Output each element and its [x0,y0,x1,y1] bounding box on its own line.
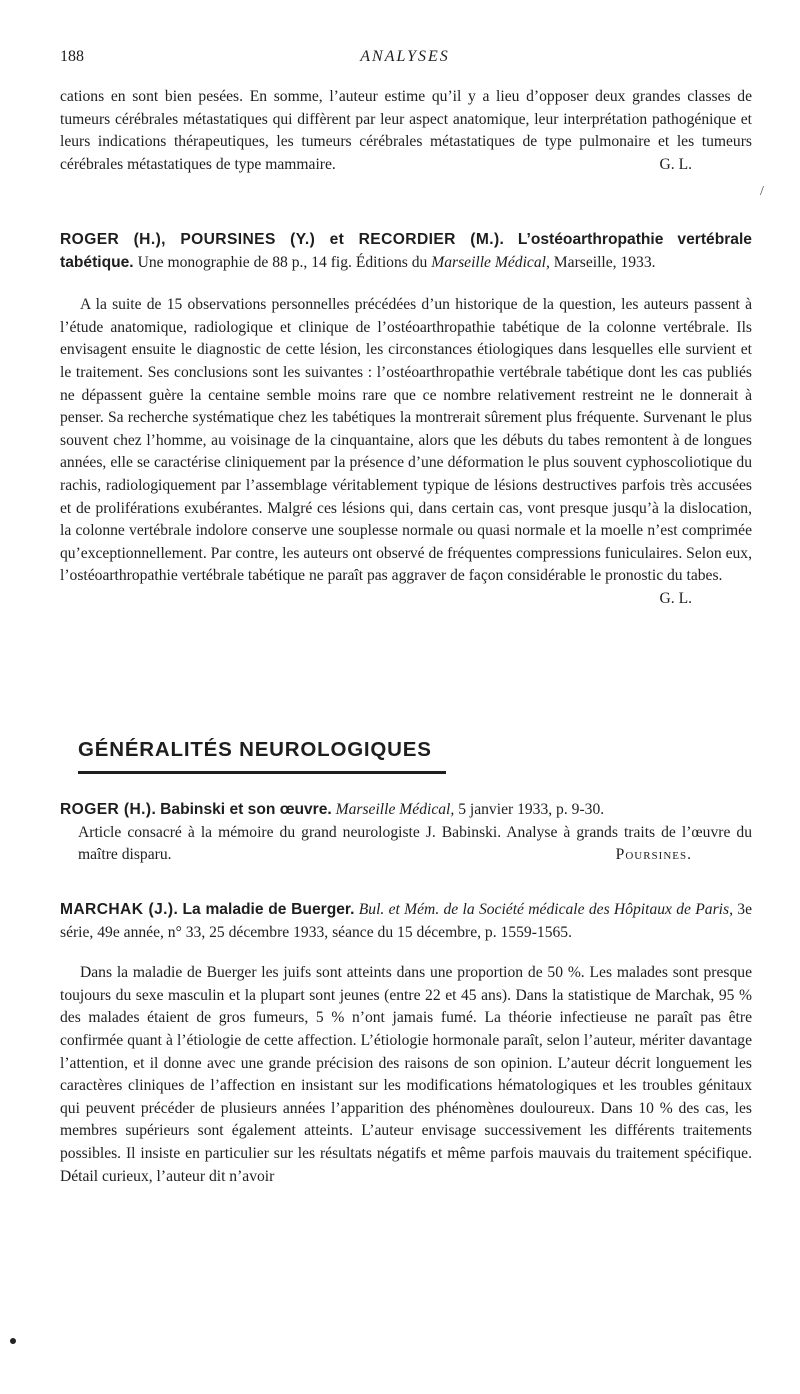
review-3-citation [60,899,752,944]
review-2-citation [60,799,752,822]
intro-block [60,86,752,176]
review-3-title: La maladie de Buerger. [182,901,355,918]
review-1-journal: Marseille Médical, [431,253,550,271]
review-1-details-post: Marseille, 1933. [553,253,656,271]
intro-signature: G. L. [659,155,692,173]
review-2-details-post: 5 janvier 1933, p. 9-30. [458,801,605,818]
running-head [60,48,750,72]
review-2-body: Article consacré à la mémoire du grand neurologiste J. Babinski. Analyse à grands traits de l’œuvre du maître disparu. [78,823,752,864]
review-3-journal: Bul. et Mém. de la Société médicale des Hôpitaux de Paris, [358,901,733,918]
review-3-body: Dans la maladie de Buerger les juifs sont atteints dans une proportion de 50 %. Les malades sont presque toujours du sexe masculin et la plupart sont jeunes (entre 22 et 45 ans). Dans la statistique de Marchak, 95 % des malades étaient de gros fumeurs, 5 % n’ont jamais fumé. La théorie infectieuse ne paraît pas être confirmée quant à l’étiologie de cette affection. L’étiologie hormonale paraît, selon l’auteur, mériter davantage l’attention, et il donne avec une grande précision des raisons de son opinion. L’auteur décrit longuement les caractères cliniques de l’affection en insistant sur les modifications hématologiques et les troubles génitaux qui peuvent précéder de plusieurs années l’apparition des phénomènes douloureux. Dans 10 % des cas, les membres supérieurs sont également atteints. L’auteur envisage successivement les différents traitements possibles. Il insiste en particulier sur les résultats négatifs et même parfois mauvais du traitement spécifique. Détail curieux, l’auteur dit n’avoir [60,964,752,1185]
review-1 [60,229,752,611]
review-2-authors: ROGER (H.). [60,801,157,818]
section-underline [78,771,446,774]
section-heading: GÉNÉRALITÉS NEUROLOGIQUES [78,738,432,761]
review-1-body-paragraph [60,294,752,607]
intro-text: cations en sont bien pesées. En somme, l’auteur estime qu’il y a lieu d’opposer deux grandes classes de tumeurs cérébrales métastatiques qui diffèrent par leur aspect anatomique, leur interprétation pathogénique et leurs indications thérapeutiques, les tumeurs cérébrales métastatiques de type pulmonaire et les tumeurs cérébrales métastatiques de type mammaire. [60,88,752,173]
review-3-details-post: 3e série, 49e année, n° 33, 25 décembre 1933, séance du 15 décembre, p. 1559-1565. [60,901,752,941]
review-2 [60,799,752,867]
review-1-authors: ROGER (H.), POURSINES (Y.) et RECORDIER (M.). [60,231,505,248]
review-1-citation [60,229,752,274]
review-1-title: L’ostéoarthropathie vertébrale tabétique. [60,231,752,271]
header-title: ANALYSES [360,48,450,65]
review-2-journal: Marseille Médical, [335,801,455,818]
review-3-body-paragraph [60,962,752,1188]
margin-mark: / [760,184,764,199]
page-number: 188 [60,48,84,65]
review-2-signature: Poursines. [615,846,692,864]
intro-paragraph [60,86,752,176]
review-3-authors: MARCHAK (J.). [60,901,179,918]
margin-bullet [10,1338,16,1344]
review-3 [60,899,752,1188]
review-2-title: Babinski et son œuvre. [160,801,332,818]
review-2-body-paragraph [60,822,752,867]
review-1-signature: G. L. [659,589,692,607]
review-1-details-pre: Une monographie de 88 p., 14 fig. Éditions du [137,253,428,271]
review-1-body: A la suite de 15 observations personnelles précédées d’un historique de la question, les auteurs passent à l’étude anatomique, radiologique et clinique de l’ostéoarthropathie tabétique de la colonne vertébrale. Ils envisagent ensuite le diagnostic de cette lésion, les circonstances étiologiques dans lesquelles elle survient et le traitement. Ses conclusions sont les suivantes : l’ostéoarthropathie vertébrale tabétique dont les cas publiés ne dépassent guère la centaine semble moins rare que ce nombre relativement restreint ne le donnerait à penser. Sa recherche systématique chez les tabétiques la montrerait sûrement plus fréquente. Survenant le plus souvent chez l’homme, au voisinage de la cinquantaine, alors que les débuts du tabes remontent à de longues années, elle se caractérise cliniquement par la présence d’une déformation le plus souvent cyphoscoliotique du rachis, radiologiquement par l’assemblage véritablement typique de lésions destructives parfois très accusées et de proliférations exubérantes. Malgré ces lésions qui, dans certain cas, vont presque jusqu’à la dislocation, la colonne vertébrale indolore conserve une souplesse normale ou quasi normale et la moelle n’est comprimée qu’exceptionnellement. Par contre, les auteurs ont observé de fréquentes compressions funiculaires. Selon eux, l’ostéoarthropathie vertébrale tabétique ne paraît pas aggraver de façon considérable le pronostic du tabes. [60,296,752,585]
